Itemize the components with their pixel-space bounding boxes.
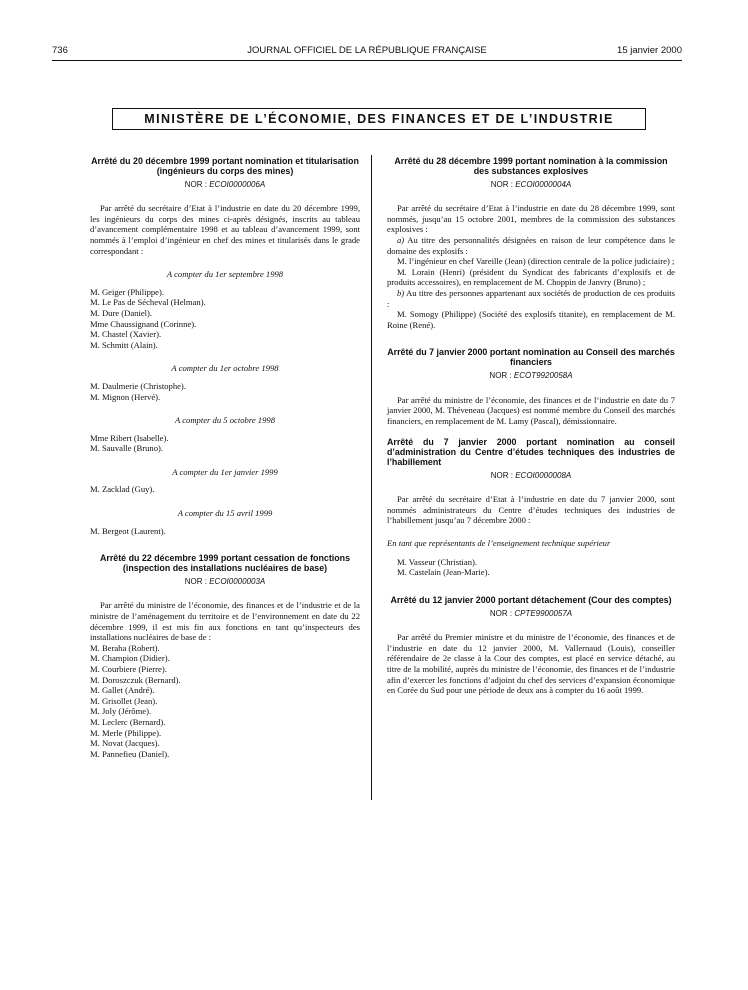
name-list — [90, 643, 360, 760]
article-paragraph: Par arrêté du secrétaire d’Etat à l’industrie en date du 7 janvier 2000, sont nommés administrateurs du Centre d’études techniques des industries de l’habillement jusqu’au 7 décembre 2000 : — [387, 494, 675, 526]
nor-label: NOR : — [184, 576, 210, 586]
nor-code: ECOI0000003A — [209, 576, 266, 586]
list-item: M. Sauvalle (Bruno). — [90, 443, 164, 454]
list-item: Mme Chaussignand (Corinne). — [90, 318, 197, 329]
nor-line — [387, 371, 675, 382]
nor-label: NOR : — [490, 470, 516, 480]
article-title: Arrêté du 12 janvier 2000 portant détachement (Cour des comptes) — [390, 594, 672, 605]
marker-b: b) — [397, 287, 405, 298]
name-list — [90, 484, 360, 495]
group-date: A compter du 1er septembre 1998 — [166, 269, 284, 280]
list-item: M. Grisollet (Jean). — [90, 695, 158, 706]
article-title: Arrêté du 22 décembre 1999 portant cessation de fonctions (inspection des installations nucléaires de base) — [99, 553, 351, 574]
nor-line — [387, 471, 675, 482]
list-item: M. Beraha (Robert). — [90, 642, 160, 653]
name-list — [90, 287, 360, 351]
list-item: M. Doroszczuk (Bernard). — [90, 674, 181, 685]
article-title: Arrêté du 28 décembre 1999 portant nomination à la commission des substances explosives — [394, 156, 668, 176]
list-item: M. Novat (Jacques). — [90, 738, 160, 749]
article-court-of-audit — [387, 596, 675, 696]
list-heading-a — [387, 235, 675, 256]
article-title: Arrêté du 20 décembre 1999 portant nomination et titularisation (ingénieurs du corps des mines) — [91, 156, 359, 176]
list-item: M. Courbiere (Pierre). — [90, 664, 167, 674]
article-explosives — [387, 157, 675, 330]
heading-a-text: Au titre des personnalités désignées en raison de leur compétence dans le domaine des explosifs : — [387, 234, 675, 256]
heading-b-text: Au titre des personnes appartenant aux sociétés de production de ces produits : — [387, 287, 675, 309]
left-column — [90, 157, 360, 759]
list-item: M. Bergeot (Laurent). — [90, 525, 166, 536]
issue-date: 15 janvier 2000 — [617, 45, 682, 56]
article-nuclear — [90, 554, 360, 759]
spacer — [90, 536, 360, 554]
article-clothing-industry — [387, 438, 675, 578]
spacer — [387, 330, 675, 348]
member-entry: M. l’ingénieur en chef Vareille (Jean) (direction centrale de la police judiciaire) ; — [397, 256, 675, 267]
nor-code: ECOI0000008A — [515, 470, 572, 480]
article-paragraph: Par arrêté du ministre de l’économie, des finances et de l’industrie en date du 7 janvier 2000, M. Théveneau (Jacques) est nommé membre du Conseil des marchés financiers, en remplacement de M. Lamy (Pascal), démissionnaire. — [387, 394, 675, 426]
nor-line — [387, 609, 675, 620]
article-title: Arrêté du 7 janvier 2000 portant nomination au Conseil des marchés financiers — [387, 347, 675, 368]
article-paragraph: Par arrêté du ministre de l’économie, des finances et de l’industrie et de la ministre de l’aménagement du territoire et de l’environnement en date du 22 décembre 1999, il est mis fin aux fonctions en tant qu’inspecteurs des installations nucléaires de base de : — [90, 600, 360, 643]
group-date: A compter du 5 octobre 1998 — [174, 415, 275, 426]
list-item: M. Joly (Jérôme). — [90, 706, 152, 717]
marker-a: a) — [397, 234, 405, 245]
list-item: M. Mignon (Hervé). — [90, 391, 161, 402]
list-item: M. Gallet (André). — [90, 685, 155, 696]
member-entry: M. Somogy (Philippe) (Société des explosifs titanite), en remplacement de M. Roine (René). — [387, 309, 675, 330]
nor-label: NOR : — [489, 608, 515, 618]
article-mines — [90, 157, 360, 536]
list-item: M. Zacklad (Guy). — [90, 484, 155, 495]
list-heading-b — [387, 288, 675, 309]
list-item: M. Geiger (Philippe). — [90, 286, 164, 297]
member-entry: M. Lorain (Henri) (président du Syndicat des fabricants d’explosifs et de produits accessoires), en remplacement de M. Choppin de Janvry (Bruno) ; — [387, 266, 675, 288]
list-item: M. Pannefieu (Daniel). — [90, 748, 170, 759]
list-item: M. Castelain (Jean-Marie). — [397, 567, 490, 578]
name-list — [90, 433, 360, 454]
article-paragraph: Par arrêté du secrétaire d’Etat à l’industrie en date du 20 décembre 1999, les ingénieurs du corps des mines ci-après désignés, inscrits au tableau d’avancement complémentaire 1998 et au tableau d’avancement 1999, sont nommés à l’emploi d’ingénieur en chef des mines et titularisés dans le grade correspondant : — [90, 203, 360, 256]
header-rule — [52, 60, 682, 61]
nor-label: NOR : — [184, 179, 210, 189]
list-item: M. Schmitt (Alain). — [90, 339, 158, 350]
article-title: Arrêté du 7 janvier 2000 portant nomination au conseil d’administration du Centre d’études techniques des industries de l’habillement — [387, 437, 675, 467]
qualifier-line: En tant que représentants de l’enseignement technique supérieur — [387, 538, 611, 549]
group-date: A compter du 1er janvier 1999 — [172, 466, 278, 477]
journal-title: JOURNAL OFFICIEL DE LA RÉPUBLIQUE FRANÇAISE — [247, 45, 487, 56]
article-paragraph: Par arrêté du Premier ministre et du ministre de l’économie, des finances et de l’industrie en date du 12 janvier 2000, M. Vallernaud (Louis), conseiller référendaire de 2e classe à la Cour des comptes, est placé en service détaché, au titre de la mobilité, auprès du ministre de l’économie, des finances et de l’industrie afin d’exercer les fonctions d’adjoint du chef des services d’expansion économique en Corée du Sud pour une période de deux ans à compter du 16 août 1999. — [387, 632, 675, 696]
list-item: Mme Ribert (Isabelle). — [90, 432, 169, 443]
list-item: M. Daulmerie (Christophe). — [90, 380, 186, 391]
ministry-heading: MINISTÈRE DE L’ÉCONOMIE, DES FINANCES ET DE L’INDUSTRIE — [112, 108, 646, 130]
list-item: M. Merle (Philippe). — [90, 727, 162, 738]
page-header — [52, 45, 682, 59]
article-financial-markets — [387, 348, 675, 426]
group-date: A compter du 1er octobre 1998 — [171, 363, 279, 374]
column-divider — [371, 155, 372, 800]
list-item: M. Chastel (Xavier). — [90, 329, 162, 340]
list-item: M. Leclerc (Bernard). — [90, 716, 166, 727]
name-list — [387, 557, 675, 578]
nor-label: NOR : — [490, 179, 516, 189]
name-list — [90, 526, 360, 537]
nor-code: ECOT9920058A — [513, 370, 573, 380]
page-number: 736 — [52, 45, 68, 56]
group-date: A compter du 15 avril 1999 — [177, 508, 273, 519]
nor-code: ECOI0000006A — [209, 179, 266, 189]
name-list — [90, 381, 360, 402]
nor-code: CPTE9900057A — [514, 608, 573, 618]
spacer — [387, 578, 675, 596]
list-item: M. Champion (Didier). — [90, 653, 170, 664]
list-item: M. Dure (Daniel). — [90, 307, 153, 318]
nor-line — [90, 577, 360, 588]
list-item: M. Le Pas de Sécheval (Helman). — [90, 297, 206, 308]
list-item: M. Vasseur (Christian). — [397, 556, 478, 567]
nor-line — [90, 180, 360, 191]
right-column — [387, 157, 675, 696]
nor-code: ECOI0000004A — [515, 179, 572, 189]
nor-line — [387, 180, 675, 191]
article-paragraph: Par arrêté du secrétaire d’Etat à l’industrie en date du 28 décembre 1999, sont nommés, jusqu’au 15 octobre 2001, membres de la commission des substances explosives : — [387, 203, 675, 235]
nor-label: NOR : — [489, 370, 514, 380]
